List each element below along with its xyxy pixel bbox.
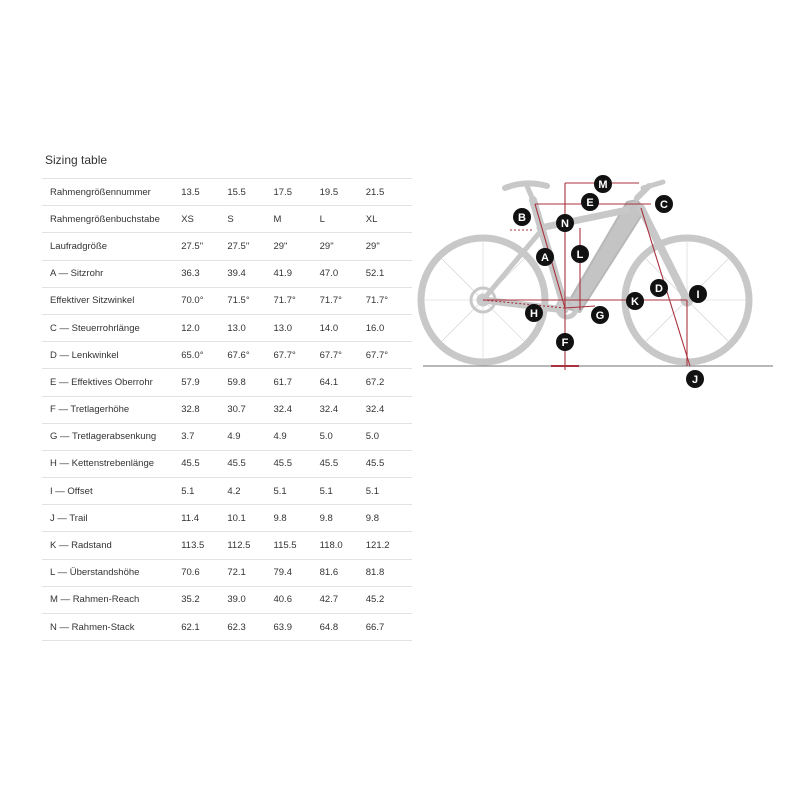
table-cell: 30.7: [227, 396, 273, 423]
table-cell: 112.5: [227, 532, 273, 559]
table-cell: 12.0: [181, 314, 227, 341]
marker-F: [556, 333, 574, 351]
table-row: [42, 586, 412, 613]
table-cell: 64.8: [320, 614, 366, 641]
marker-C: [655, 195, 673, 213]
table-cell: 27.5": [227, 233, 273, 260]
table-row: [42, 233, 412, 260]
row-label: M — Rahmen-Reach: [42, 586, 181, 613]
table-cell: 42.7: [320, 586, 366, 613]
row-label: Rahmengrößennummer: [42, 179, 181, 206]
table-cell: 10.1: [227, 505, 273, 532]
table-row: [42, 450, 412, 477]
table-cell: 65.0°: [181, 342, 227, 369]
marker-A: [536, 248, 554, 266]
table-cell: 5.0: [320, 423, 366, 450]
handlebar: [643, 182, 663, 188]
table-cell: 9.8: [320, 505, 366, 532]
table-cell: 13.0: [227, 314, 273, 341]
table-cell: 118.0: [320, 532, 366, 559]
marker-G: [591, 306, 609, 324]
table-cell: 52.1: [366, 260, 412, 287]
svg-text:E: E: [586, 197, 594, 209]
marker-H: [525, 304, 543, 322]
table-row: [42, 369, 412, 396]
row-label: G — Tretlagerabsenkung: [42, 423, 181, 450]
table-cell: 5.1: [366, 478, 412, 505]
table-cell: 9.8: [273, 505, 319, 532]
table-cell: 57.9: [181, 369, 227, 396]
table-cell: 113.5: [181, 532, 227, 559]
table-cell: 70.6: [181, 559, 227, 586]
svg-text:M: M: [598, 179, 608, 191]
row-label: K — Radstand: [42, 532, 181, 559]
marker-I: [689, 285, 707, 303]
table-cell: 45.2: [366, 586, 412, 613]
table-cell: 45.5: [366, 450, 412, 477]
marker-L: [571, 245, 589, 263]
svg-text:C: C: [660, 199, 668, 211]
row-label: Laufradgröße: [42, 233, 181, 260]
table-cell: 39.0: [227, 586, 273, 613]
marker-N: [556, 214, 574, 232]
table-cell: 27.5": [181, 233, 227, 260]
table-cell: 71.5°: [227, 287, 273, 314]
table-cell: XS: [181, 206, 227, 233]
table-cell: 9.8: [366, 505, 412, 532]
row-label: Rahmengrößenbuchstabe: [42, 206, 181, 233]
table-cell: 4.2: [227, 478, 273, 505]
table-cell: 14.0: [320, 314, 366, 341]
marker-B: [513, 208, 531, 226]
table-cell: 71.7°: [366, 287, 412, 314]
table-cell: 19.5: [320, 179, 366, 206]
row-label: H — Kettenstrebenlänge: [42, 450, 181, 477]
table-cell: 71.7°: [273, 287, 319, 314]
table-cell: 17.5: [273, 179, 319, 206]
table-cell: 5.0: [366, 423, 412, 450]
table-cell: 45.5: [227, 450, 273, 477]
row-label: E — Effektives Oberrohr: [42, 369, 181, 396]
table-cell: 36.3: [181, 260, 227, 287]
row-label: L — Überstandshöhe: [42, 559, 181, 586]
table-cell: 13.0: [273, 314, 319, 341]
table-cell: 16.0: [366, 314, 412, 341]
table-cell: 4.9: [273, 423, 319, 450]
table-cell: 62.3: [227, 614, 273, 641]
table-cell: 61.7: [273, 369, 319, 396]
table-cell: 39.4: [227, 260, 273, 287]
svg-text:B: B: [518, 212, 526, 224]
marker-E: [581, 193, 599, 211]
table-cell: 35.2: [181, 586, 227, 613]
table-cell: 81.8: [366, 559, 412, 586]
svg-text:L: L: [576, 249, 584, 261]
svg-text:K: K: [631, 296, 639, 308]
table-cell: 21.5: [366, 179, 412, 206]
table-row: [42, 532, 412, 559]
marker-J: [686, 370, 704, 388]
table-cell: 121.2: [366, 532, 412, 559]
table-cell: 72.1: [227, 559, 273, 586]
svg-text:I: I: [696, 289, 700, 301]
row-label: A — Sitzrohr: [42, 260, 181, 287]
table-cell: 29": [366, 233, 412, 260]
table-cell: 62.1: [181, 614, 227, 641]
table-cell: 45.5: [320, 450, 366, 477]
svg-text:D: D: [655, 283, 663, 295]
table-cell: 32.4: [366, 396, 412, 423]
svg-text:H: H: [530, 308, 538, 320]
table-cell: 45.5: [181, 450, 227, 477]
table-row: [42, 505, 412, 532]
table-cell: 3.7: [181, 423, 227, 450]
table-cell: 47.0: [320, 260, 366, 287]
table-cell: 4.9: [227, 423, 273, 450]
svg-text:F: F: [561, 337, 569, 349]
table-cell: 32.8: [181, 396, 227, 423]
table-cell: 5.1: [181, 478, 227, 505]
table-row: [42, 179, 412, 206]
table-row: [42, 478, 412, 505]
table-row: [42, 314, 412, 341]
table-cell: 115.5: [273, 532, 319, 559]
table-cell: 41.9: [273, 260, 319, 287]
table-cell: 79.4: [273, 559, 319, 586]
table-cell: 11.4: [181, 505, 227, 532]
table-cell: 70.0°: [181, 287, 227, 314]
row-label: J — Trail: [42, 505, 181, 532]
svg-text:G: G: [595, 310, 605, 322]
table-row: [42, 287, 412, 314]
table-row: [42, 614, 412, 641]
table-row: [42, 396, 412, 423]
row-label: C — Steuerrohrlänge: [42, 314, 181, 341]
table-cell: 32.4: [320, 396, 366, 423]
table-cell: 67.6°: [227, 342, 273, 369]
table-row: [42, 260, 412, 287]
marker-M: [594, 175, 612, 193]
table-cell: 67.7°: [366, 342, 412, 369]
table-row: [42, 342, 412, 369]
table-cell: 64.1: [320, 369, 366, 396]
table-cell: 71.7°: [320, 287, 366, 314]
table-cell: 5.1: [273, 478, 319, 505]
table-cell: 32.4: [273, 396, 319, 423]
svg-text:J: J: [691, 374, 699, 386]
table-cell: 81.6: [320, 559, 366, 586]
seatpost: [527, 186, 533, 200]
table-row: [42, 559, 412, 586]
row-label: N — Rahmen-Stack: [42, 614, 181, 641]
table-cell: L: [320, 206, 366, 233]
table-cell: 5.1: [320, 478, 366, 505]
bike-geometry-diagram: [415, 170, 785, 400]
table-cell: 40.6: [273, 586, 319, 613]
table-cell: 66.7: [366, 614, 412, 641]
table-cell: 29": [320, 233, 366, 260]
table-cell: 59.8: [227, 369, 273, 396]
table-cell: M: [273, 206, 319, 233]
row-label: F — Tretlagerhöhe: [42, 396, 181, 423]
table-cell: S: [227, 206, 273, 233]
table-row: [42, 206, 412, 233]
row-label: D — Lenkwinkel: [42, 342, 181, 369]
table-cell: 67.7°: [320, 342, 366, 369]
row-label: I — Offset: [42, 478, 181, 505]
table-cell: 13.5: [181, 179, 227, 206]
table-cell: 45.5: [273, 450, 319, 477]
page-title: Sizing table: [45, 153, 108, 167]
table-cell: 15.5: [227, 179, 273, 206]
table-cell: 29": [273, 233, 319, 260]
sizing-table: [42, 178, 412, 641]
table-cell: 67.2: [366, 369, 412, 396]
table-cell: 67.7°: [273, 342, 319, 369]
table-cell: 63.9: [273, 614, 319, 641]
table-row: [42, 423, 412, 450]
row-label: Effektiver Sitzwinkel: [42, 287, 181, 314]
svg-text:A: A: [541, 252, 549, 264]
marker-K: [626, 292, 644, 310]
svg-text:N: N: [561, 218, 569, 230]
table-cell: XL: [366, 206, 412, 233]
marker-D: [650, 279, 668, 297]
